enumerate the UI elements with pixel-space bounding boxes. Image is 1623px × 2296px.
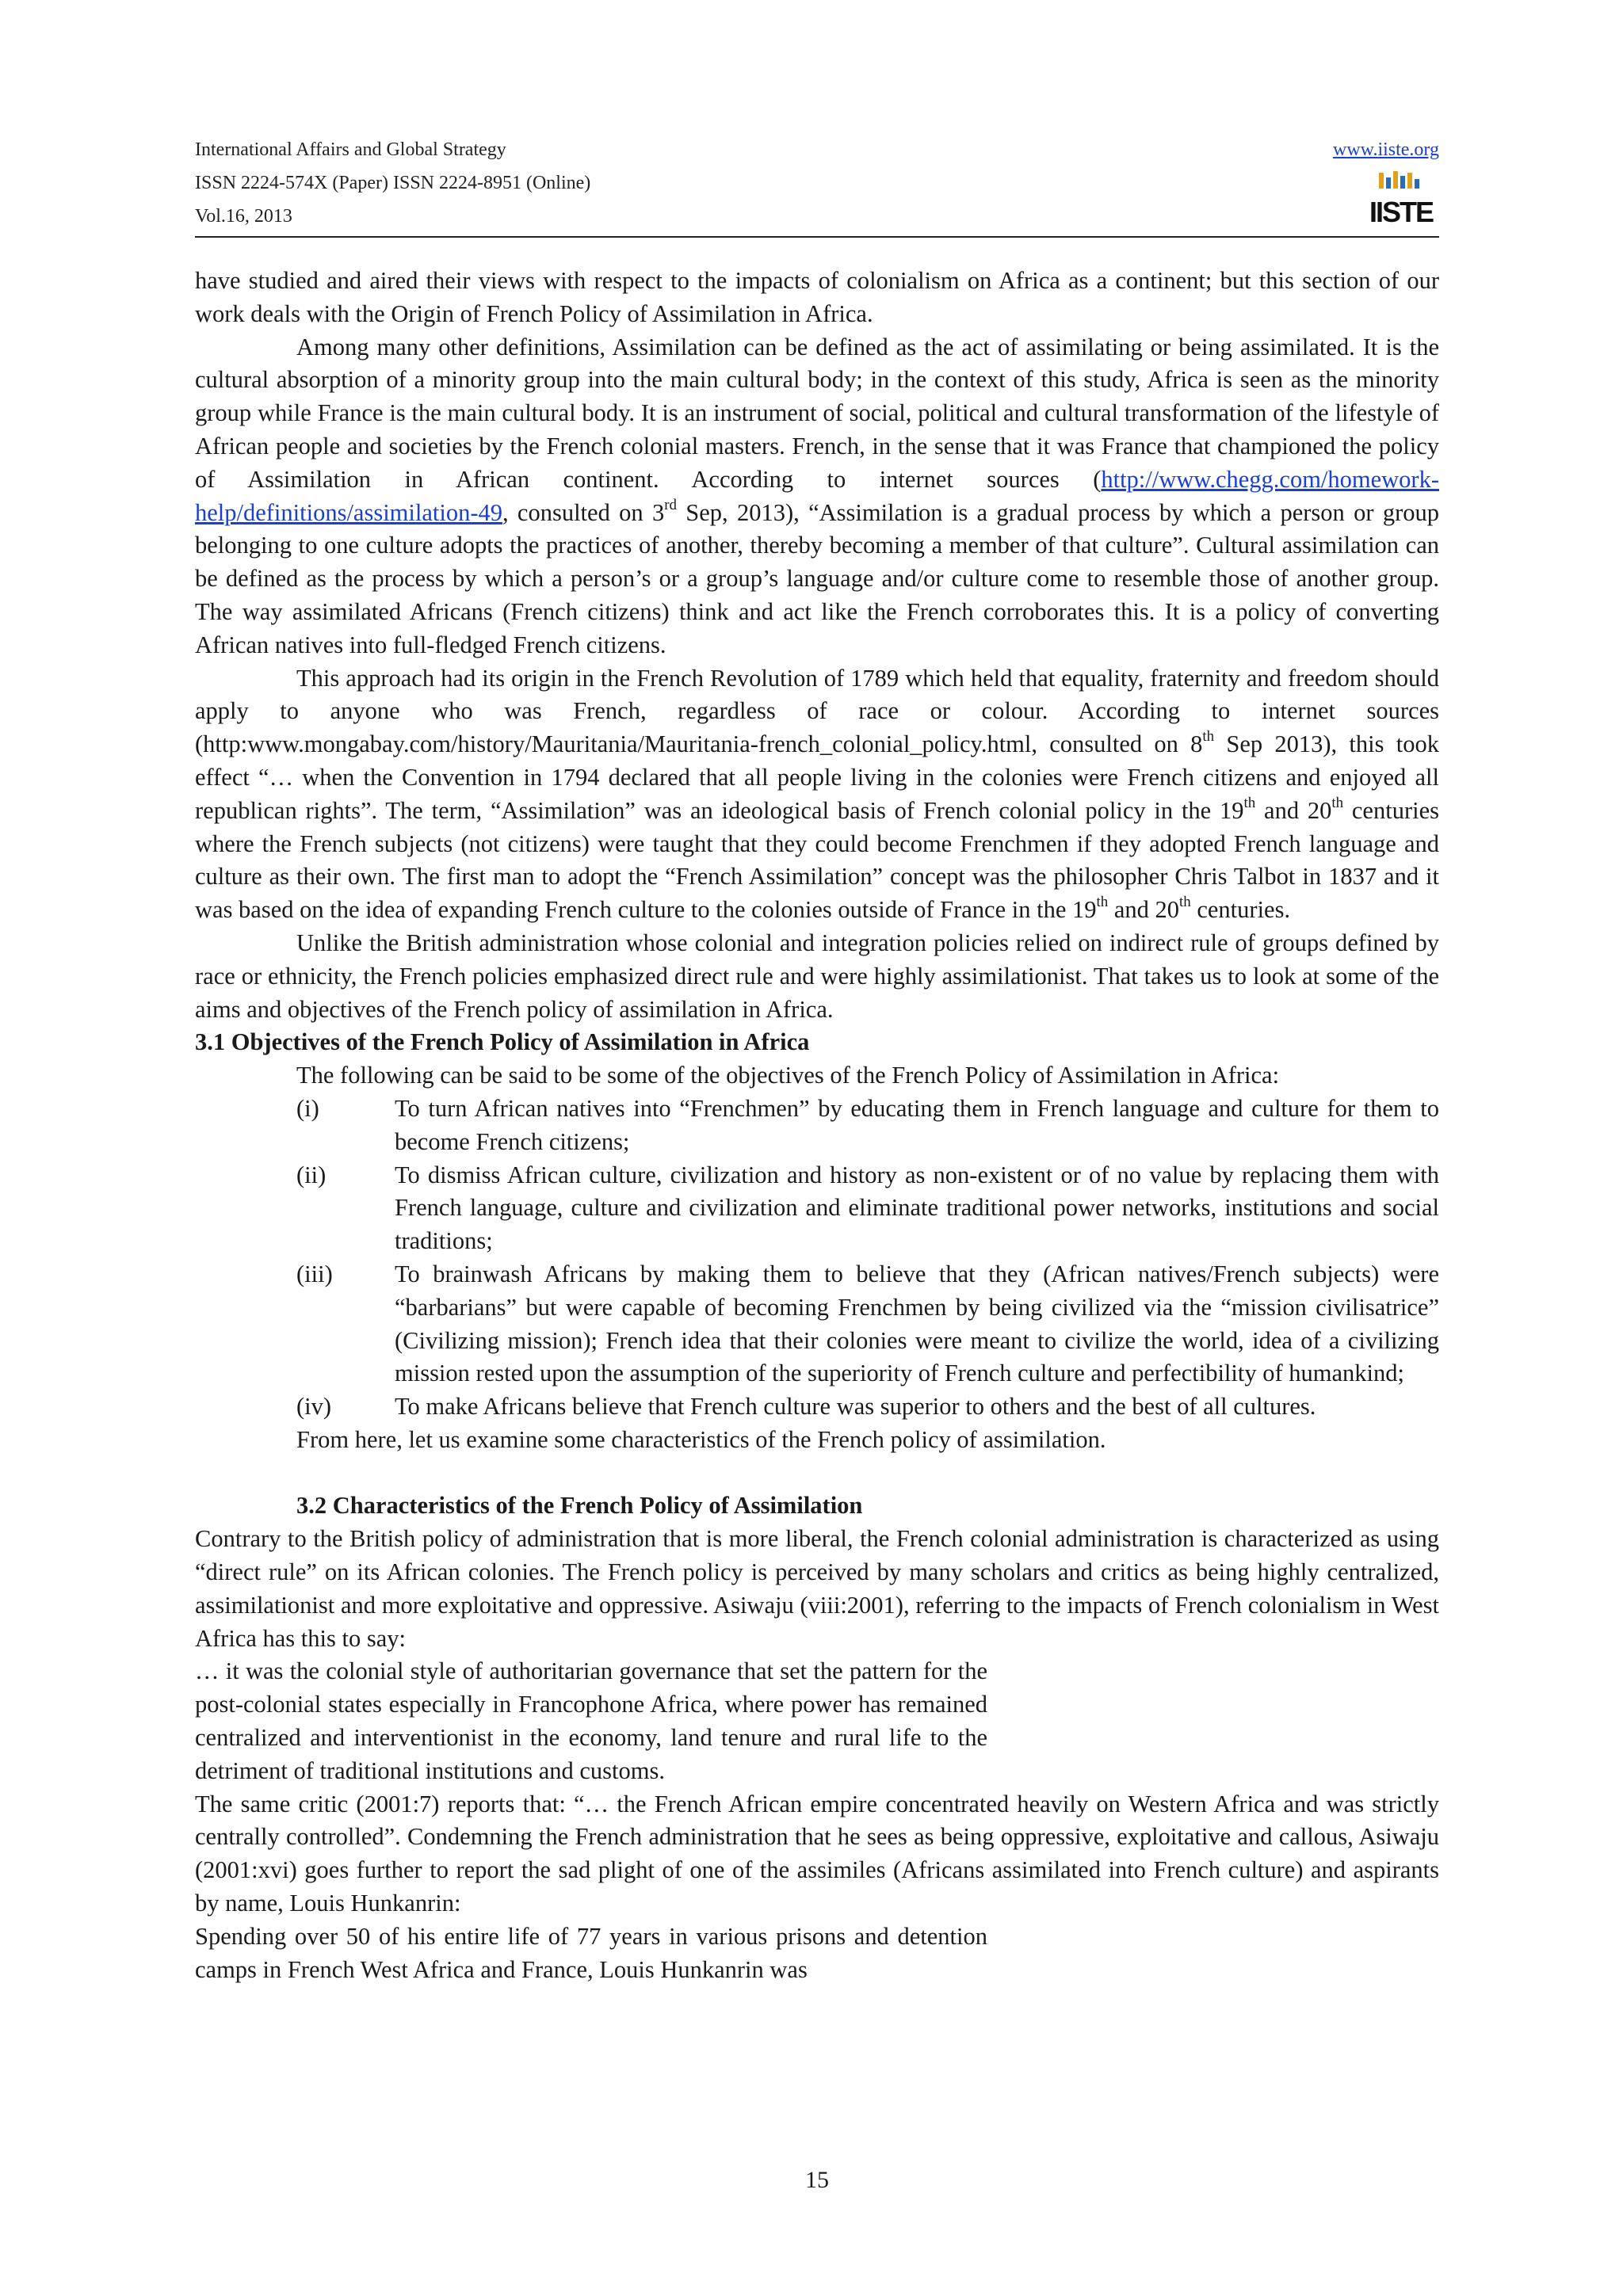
body-text (195, 265, 1439, 1986)
list-item-number: (i) (296, 1094, 319, 1122)
list-item (296, 1159, 1439, 1258)
logo-wordmark: IISTE (1369, 196, 1434, 228)
list-item-number: (ii) (296, 1161, 327, 1188)
paragraph-6: From here, let us examine some characteristics of the French policy of assimilation. (296, 1425, 1106, 1453)
volume-line: Vol.16, 2013 (195, 206, 292, 227)
page-number: 15 (805, 2167, 829, 2193)
iiste-logo-icon (1369, 170, 1434, 228)
list-item-text: To brainwash Africans by making them to believe that they (African natives/French subjects) were “barbarians” but were capable of becoming Frenchmen by being civilized via the “mission civilisatrice” (Civilizing mission); French idea that their colonies were meant to civilize the world, idea of a civilizing mission rested upon the assumption of the superiority of French culture and perfectibility of humankind; (395, 1260, 1439, 1387)
header-rule (195, 236, 1439, 238)
block-quote-1: … it was the colonial style of authoritarian governance that set the pattern for the post-colonial states especially in Francophone Africa, where power has remained centralized and interventionist in the economy, land tenure and rural life to the detriment of traditional institutions and customs. (195, 1657, 987, 1784)
paragraph-4: Unlike the British administration whose colonial and integration policies relied on indirect rule of groups defined by race or ethnicity, the French policies emphasized direct rule and were highly assimilationist. That takes us to look at some of the aims and objectives of the French policy of assimilation in Africa. (195, 929, 1439, 1023)
document-page (195, 0, 1439, 2296)
paragraph-7: Contrary to the British policy of administration that is more liberal, the French colonial administration is characterized as using “direct rule” on its African colonies. The French policy is perceived by many scholars and critics as being highly centralized, assimilationist and more exploitative and oppressive. Asiwaju (viii:2001), referring to the impacts of French colonialism in West Africa has this to say: (195, 1525, 1439, 1652)
journal-url-link[interactable]: www.iiste.org (1333, 139, 1439, 160)
list-item-number: (iii) (296, 1260, 333, 1287)
list-item-number: (iv) (296, 1393, 332, 1421)
issn-line: ISSN 2224-574X (Paper) ISSN 2224-8951 (Online) (195, 173, 591, 193)
paragraph-2: Among many other definitions, Assimilation can be defined as the act of assimilating or being assimilated. It is the cultural absorption of a minority group into the main cultural body; in the context of this study, Africa is seen as the minority group while France is the main cultural body. It is an instrument of social, political and cultural transformation of the lifestyle of African people and societies by the French colonial masters. French, in the sense that it was France that championed the policy of Assimilation in African continent. According to internet sources (http://www.chegg.com/homework-help/definitions/assimilation-49, consulted on 3rd Sep, 2013), “Assimilation is a gradual process by which a person or group belonging to one culture adopts the practices of another, thereby becoming a member of that culture”. Cultural assimilation can be defined as the process by which a person’s or a group’s language and/or culture come to resemble those of another group. The way assimilated Africans (French citizens) think and act like the French corroborates this. It is a policy of converting African natives into full-fledged French citizens. (195, 333, 1439, 658)
chegg-link[interactable]: http://www.chegg.com/homework-help/definitions/assimilation-49 (195, 465, 1439, 526)
paragraph-1: have studied and aired their views with respect to the impacts of colonialism on Africa as a continent; but this section of our work deals with the Origin of French Policy of Assimilation in Africa. (195, 267, 1439, 327)
page-header (195, 138, 1439, 241)
section-heading-3-2: 3.2 Characteristics of the French Policy of Assimilation (296, 1492, 863, 1520)
objectives-list (195, 1093, 1439, 1424)
list-item-text: To turn African natives into “Frenchmen” by educating them in French language and culture for them to become French citizens; (395, 1094, 1439, 1155)
section-heading-3-1: 3.1 Objectives of the French Policy of Assimilation in Africa (195, 1028, 810, 1056)
spacer (195, 1457, 1439, 1490)
list-item-text: To dismiss African culture, civilization and history as non-existent or of no value by replacing them with French language, culture and civilization and eliminate traditional power networks, institutions and social traditions; (395, 1161, 1439, 1255)
paragraph-5: The following can be said to be some of the objectives of the French Policy of Assimilation in Africa: (296, 1062, 1280, 1089)
list-item (296, 1258, 1439, 1390)
list-item (296, 1093, 1439, 1159)
paragraph-3: This approach had its origin in the French Revolution of 1789 which held that equality, fraternity and freedom should apply to anyone who was French, regardless of race or colour. According to internet sources (http:www.mongabay.com/history/Mauritania/Mauritania-french_colonial_policy.html, consulted on 8th Sep 2013), this took effect “… when the Convention in 1794 declared that all people living in the colonies were French citizens and enjoyed all republican rights”. The term, “Assimilation” was an ideological basis of French colonial policy in the 19th and 20th centuries where the French subjects (not citizens) were taught that they could become Frenchmen if they adopted French language and culture as their own. The first man to adopt the “French Assimilation” concept was the philosopher Chris Talbot in 1837 and it was based on the idea of expanding French culture to the colonies outside of France in the 19th and 20th centuries. (195, 664, 1439, 924)
paragraph-8: The same critic (2001:7) reports that: “… the French African empire concentrated heavily on Western Africa and was strictly centrally controlled”. Condemning the French administration that he sees as being oppressive, exploitative and callous, Asiwaju (2001:xvi) goes further to report the sad plight of one of the assimiles (Africans assimilated into French culture) and aspirants by name, Louis Hunkanrin: (195, 1790, 1439, 1917)
block-quote-2: Spending over 50 of his entire life of 77 years in various prisons and detention camps in French West Africa and France, Louis Hunkanrin was (195, 1922, 987, 1983)
journal-title: International Affairs and Global Strategy (195, 139, 506, 160)
list-item-text: To make Africans believe that French culture was superior to others and the best of all cultures. (395, 1393, 1316, 1421)
list-item (296, 1390, 1439, 1424)
